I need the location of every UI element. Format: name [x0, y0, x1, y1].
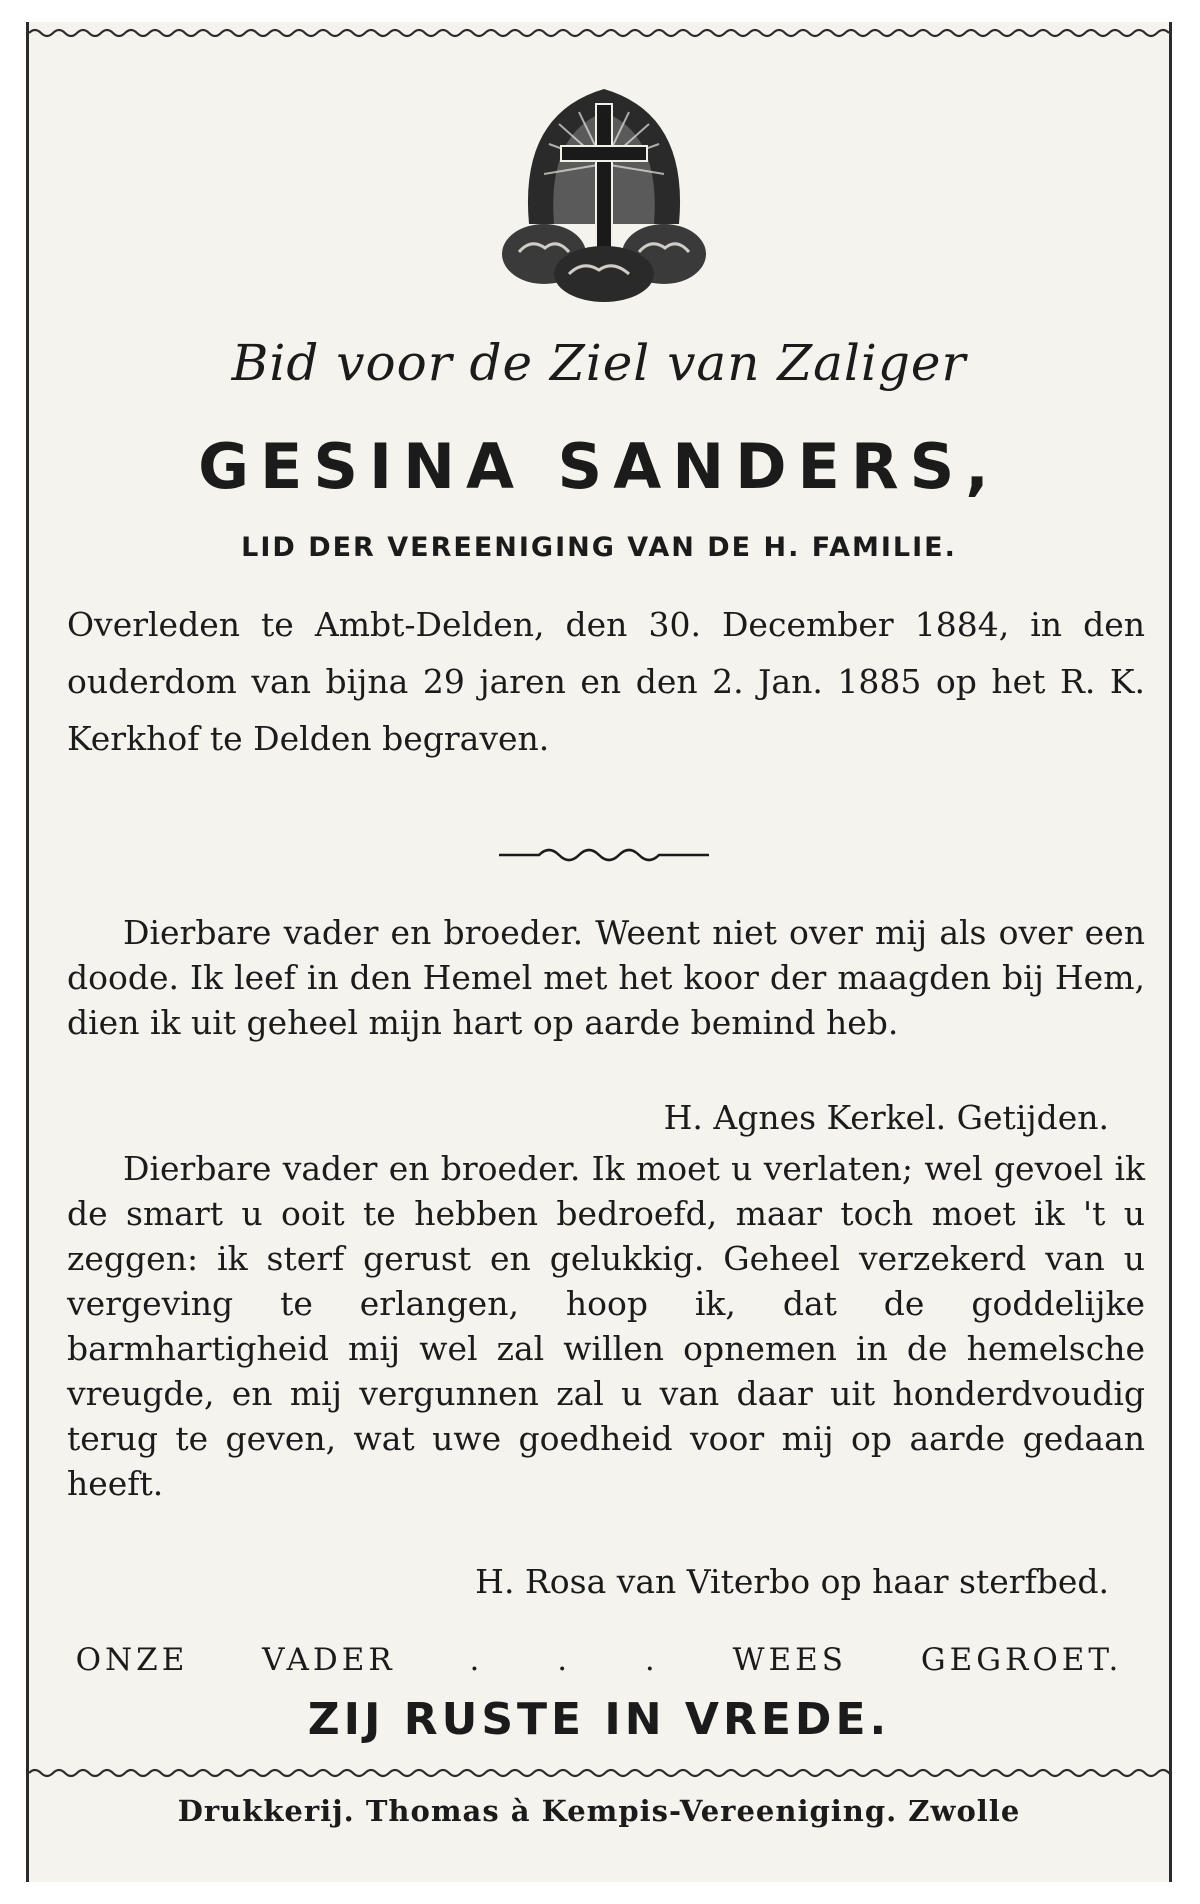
deceased-name: GESINA SANDERS,: [198, 430, 1000, 503]
death-notice: Overleden te Ambt-Delden, den 30. December 1884, in den ouderdom van bijna 29 jaren en den 2. Jan. 1885 op het R. K. Kerkhof te Delden begraven.: [67, 605, 1145, 758]
rest-in-peace: ZIJ RUSTE IN VREDE.: [307, 1694, 891, 1745]
ornament-divider: [499, 840, 709, 870]
quote-agnes: Dierbare vader en broeder. Weent niet over mij als over een doode. Ik leef in den Hemel met het koor der maagden bij Hem, dien ik uit geheel mijn hart op aarde bemind heb.: [67, 913, 1145, 1042]
memorial-card: [26, 22, 1172, 1882]
cross-emblem: [499, 74, 709, 304]
quote-rosa: Dierbare vader en broeder. Ik moet u verlaten; wel gevoel ik de smart u ooit te hebben bedroefd, maar toch moet ik 't u zeggen: ik sterf gerust en gelukkig. Geheel verzekerd van u vergeving te erlangen, hoop ik, dat de goddelijke barmhartigheid mij wel zal willen opnemen in de hemelsche vreugde, en mij vergunnen zal u van daar uit honderdvoudig terug te geven, wat uwe goedheid voor mij op aarde gedaan heeft.: [67, 1149, 1145, 1503]
wavy-border-top: [29, 26, 1169, 40]
invocation-heading: Bid voor de Ziel van Zaliger: [231, 334, 967, 392]
wavy-border-bottom: [29, 1766, 1169, 1780]
prayers-line: ONZE VADER . . . WEES GEGROET.: [75, 1642, 1123, 1678]
membership-line: LID DER VEREENIGING VAN DE H. FAMILIE.: [241, 532, 957, 563]
printer-imprint: Drukkerij. Thomas à Kempis-Vereeniging. Zwolle: [177, 1794, 1021, 1828]
attribution-agnes: H. Agnes Kerkel. Getijden.: [663, 1098, 1109, 1137]
attribution-rosa: H. Rosa van Viterbo op haar sterfbed.: [475, 1562, 1109, 1601]
